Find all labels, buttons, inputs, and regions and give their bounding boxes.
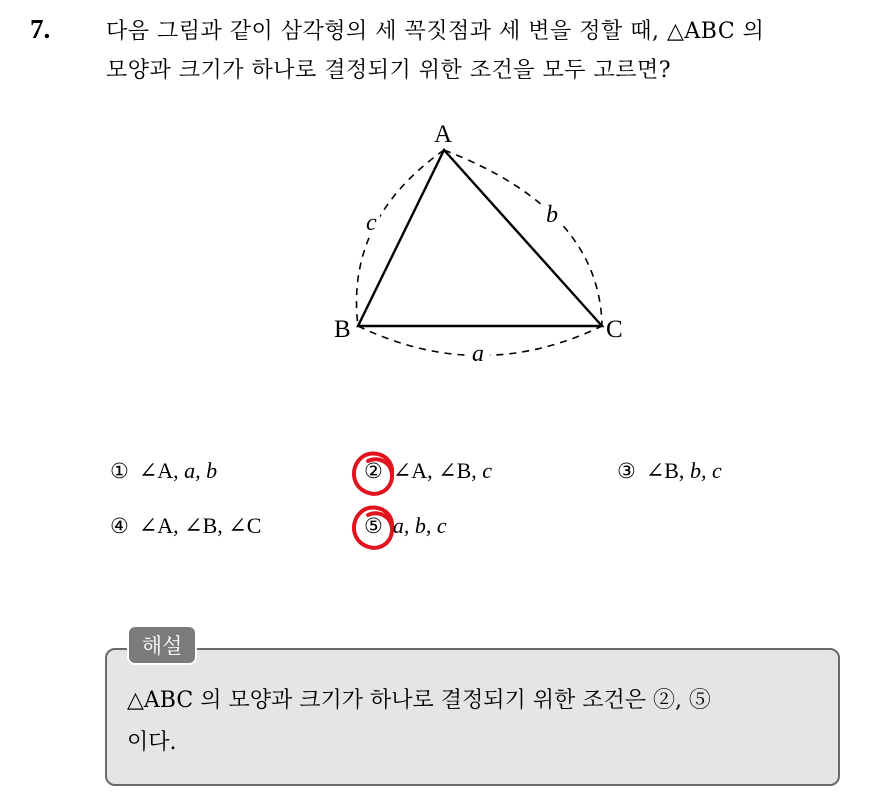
choice-2[interactable] xyxy=(364,458,492,484)
choice-3-text: ∠B, xyxy=(645,458,690,483)
choice-5-vars: a, b, c xyxy=(392,513,447,538)
choice-3[interactable] xyxy=(617,458,722,484)
question-number: 7. xyxy=(30,14,51,44)
vertex-c-label: C xyxy=(606,316,623,343)
choice-4-mark: ④ xyxy=(110,514,129,538)
choice-1-vars: a, b xyxy=(184,458,218,483)
choice-4[interactable] xyxy=(110,513,261,539)
choice-5-mark: ⑤ xyxy=(364,514,383,538)
choice-5[interactable] xyxy=(364,513,447,539)
choice-1-text: ∠A, xyxy=(138,458,185,483)
vertex-b-label: B xyxy=(334,316,351,343)
choice-1-mark: ① xyxy=(110,459,129,483)
choice-4-text: ∠A, ∠B, ∠C xyxy=(138,513,262,538)
solution-text-line-1: △ABC 의 모양과 크기가 하나로 결정되기 위한 조건은 ②, ⑤ xyxy=(127,688,711,713)
choice-3-vars: b, c xyxy=(689,458,722,483)
choice-1[interactable] xyxy=(110,458,217,484)
choice-3-mark: ③ xyxy=(617,459,636,483)
side-c-label: c xyxy=(366,210,377,236)
question-text-line-2: 모양과 크기가 하나로 결정되기 위한 조건을 모두 고르면? xyxy=(106,58,672,83)
solution-text-line-2: 이다. xyxy=(127,730,177,755)
choice-2-mark: ② xyxy=(364,459,383,483)
vertex-a-label: A xyxy=(434,121,453,148)
question-text-line-1: 다음 그림과 같이 삼각형의 세 꼭짓점과 세 변을 정할 때, △ABC 의 xyxy=(106,19,765,44)
solution-tag: 해설 xyxy=(127,625,197,665)
solution-box xyxy=(105,648,840,786)
choice-2-vars: c xyxy=(482,458,493,483)
side-a-label: a xyxy=(472,341,484,367)
side-b-label: b xyxy=(546,202,558,228)
triangle-abc xyxy=(358,150,602,326)
choice-2-text: ∠A, ∠B, xyxy=(392,458,483,483)
